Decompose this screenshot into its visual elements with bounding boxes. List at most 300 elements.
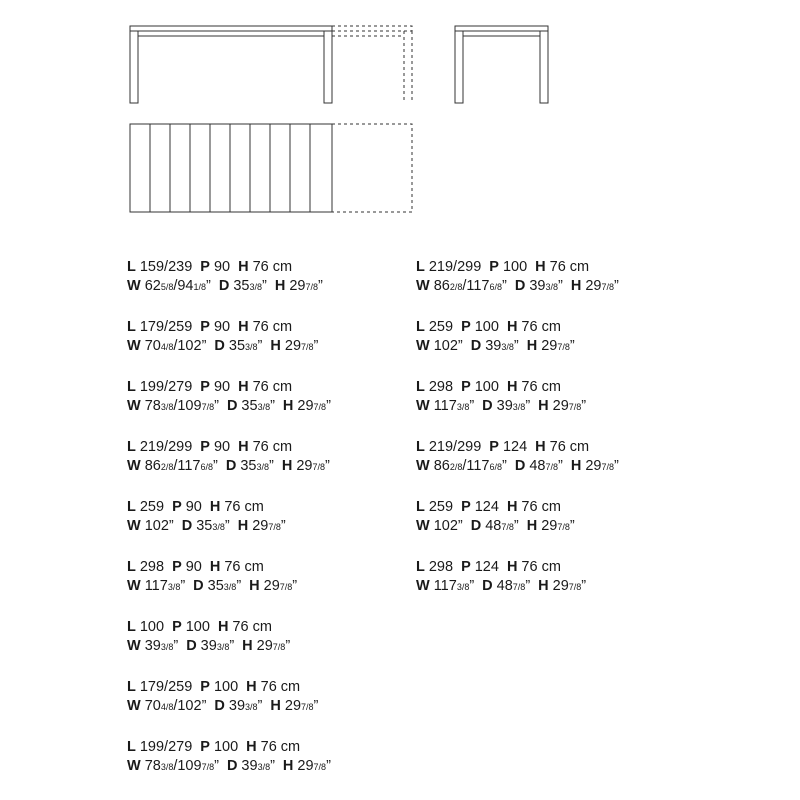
value-whole: ” [469,578,475,594]
spec-imperial-line [127,517,331,537]
dimension-value: 100 [213,739,239,755]
value-fraction: 3/8 [456,402,470,412]
dimension-value [296,458,330,474]
spec-imperial-line [127,577,331,597]
value-whole: ” [502,278,507,294]
dimension-key: D [514,278,526,294]
value-fraction: 7/8 [545,462,558,472]
dimension-key: P [461,319,471,335]
value-whole: ” [180,578,186,594]
value-whole: ” [581,578,587,594]
dimension-key: L [127,619,136,635]
spec-metric-line [127,258,331,277]
value-whole: ” [324,458,330,474]
dimension-value [145,278,211,294]
spec-block [416,558,619,618]
value-whole: ” [214,758,219,774]
dimension-value: 90 [213,379,231,395]
value-whole: 117 [144,578,168,594]
dimension-value: 90 [185,559,202,575]
value-fraction: 3/8 [245,342,258,352]
dimension-key: L [127,319,136,335]
value-whole: 39 [485,338,502,354]
dimension-key: L [416,259,425,275]
spec-metric-line [127,378,331,397]
dimension-key: D [482,578,493,594]
value-fraction: 6/8 [200,462,214,472]
value-whole: ” [270,398,275,414]
value-whole: 29 [289,278,306,294]
spec-imperial-line [127,697,331,717]
dimension-key: H [246,679,257,695]
dimension-key: W [127,458,141,474]
dimension-value: 219/299 [139,439,193,455]
dimension-value: 90 [213,319,231,335]
spec-metric-line [127,618,331,637]
dimension-key: W [416,578,430,594]
dimension-value: 219/299 [428,259,482,275]
spec-block [127,618,331,678]
dimension-value: 100 [474,319,499,335]
value-fraction: 4/8 [160,702,174,712]
value-whole: ” [224,518,230,534]
value-whole: ” [558,278,563,294]
dimension-value: 259 [428,499,454,515]
dimension-value [229,698,263,714]
dimension-value: 76 cm [252,439,293,455]
value-whole: 39 [144,638,161,654]
dimension-value [541,518,575,534]
value-whole: ” [269,458,274,474]
spec-metric-line [127,738,331,757]
dimension-value [264,578,298,594]
dimension-key: H [570,278,582,294]
value-whole: 35 [233,278,250,294]
value-fraction: 7/8 [557,522,570,532]
value-whole: /117 [462,458,490,474]
dimension-value: 219/299 [428,439,482,455]
value-fraction: 3/8 [249,282,263,292]
value-fraction: 7/8 [313,762,327,772]
dimension-key: L [416,319,425,335]
value-whole: 117 [433,398,457,414]
spec-imperial-line [127,397,331,417]
dimension-value: 76 cm [521,559,561,575]
dimension-value [434,518,463,534]
dimension-key: H [238,259,249,275]
value-whole: 102” [144,518,174,534]
dimension-value: 76 cm [521,319,561,335]
value-fraction: 3/8 [501,342,514,352]
spec-block [416,258,619,318]
dimension-key: P [172,559,182,575]
value-whole: ” [613,278,619,294]
dimension-value [485,518,519,534]
dimension-key: D [214,338,225,354]
spec-imperial-line [416,277,619,297]
value-whole: /109 [173,758,202,774]
value-whole: ” [270,758,275,774]
value-whole: /102” [173,338,207,354]
value-fraction: 7/8 [301,342,314,352]
value-fraction: 7/8 [201,402,215,412]
dimension-key: H [535,439,546,455]
value-whole: ” [513,518,519,534]
value-fraction: 7/8 [312,462,325,472]
dimension-value: 259 [428,319,454,335]
spec-block [127,318,331,378]
dimension-key: P [200,679,210,695]
value-whole: ” [326,398,331,414]
value-whole: 48 [496,578,513,594]
dimension-key: L [127,439,136,455]
value-fraction: 3/8 [257,402,271,412]
value-fraction: 7/8 [568,582,582,592]
dimension-value [285,338,319,354]
dimension-key: P [172,619,182,635]
dimension-key: H [238,319,249,335]
dimension-value [285,698,319,714]
dimension-key: D [482,398,493,414]
value-whole: 117 [433,578,457,594]
value-whole: 102” [433,338,463,354]
dimension-key: H [506,319,518,335]
dimension-key: W [127,398,141,414]
dimension-value: 76 cm [260,739,301,755]
value-whole: ” [569,338,575,354]
value-fraction: 7/8 [301,702,314,712]
dimension-value: 100 [474,379,499,395]
value-whole: 35 [240,458,257,474]
spec-block [127,558,331,618]
value-whole: ” [558,458,563,474]
dimension-key: L [127,259,136,275]
dimension-value [201,638,235,654]
spec-imperial-line [127,637,331,657]
value-whole: 35 [207,578,224,594]
spec-metric-line [127,678,331,697]
dimension-value [434,458,507,474]
dimension-value: 298 [428,379,454,395]
dimension-key: W [416,458,430,474]
spec-block [416,378,619,438]
dimension-value [297,758,331,774]
value-whole: 48 [485,518,502,534]
dimension-value [553,398,587,414]
value-fraction: 3/8 [160,402,174,412]
spec-metric-line [416,438,619,457]
dimension-value [233,278,267,294]
value-whole: 35 [228,338,246,354]
dimension-value [257,638,291,654]
value-fraction: 2/8 [449,282,463,292]
value-fraction: 3/8 [512,402,526,412]
spec-metric-line [416,318,619,337]
dimension-key: H [238,439,249,455]
value-whole: 62 [144,278,161,294]
dimension-value [553,578,587,594]
dimension-key: L [127,679,136,695]
value-whole: ” [469,398,475,414]
table-drawings [0,0,800,230]
dimension-value: 179/259 [139,679,193,695]
dimension-key: H [538,398,549,414]
dimension-value: 76 cm [549,259,590,275]
dimension-key: P [200,319,210,335]
dimension-key: D [186,638,197,654]
dimension-value [434,578,474,594]
dimension-key: W [416,518,430,534]
dimension-key: L [416,439,425,455]
dimension-key: P [200,379,210,395]
spec-block [127,738,331,798]
dimension-key: D [214,698,225,714]
dimension-key: L [416,559,425,575]
value-whole: 29 [284,338,302,354]
value-whole: 29 [252,518,269,534]
spec-imperial-line [416,397,619,417]
dimension-key: W [127,278,141,294]
dimension-value [297,398,331,414]
value-whole: ” [502,458,507,474]
dimension-key: H [270,698,281,714]
dimension-value: 76 cm [252,259,293,275]
dimension-key: D [470,338,482,354]
dimension-value: 100 [213,679,239,695]
dimension-value: 76 cm [224,499,264,515]
spec-imperial-line [127,757,331,777]
value-whole: 29 [297,758,314,774]
dimension-value: 298 [139,559,165,575]
value-whole: ” [292,578,298,594]
value-whole: ” [229,638,235,654]
value-whole: 29 [284,698,302,714]
spec-block [127,678,331,738]
dimension-value: 76 cm [260,679,301,695]
value-fraction: 5/8 [160,282,174,292]
dimension-value [541,338,575,354]
value-fraction: 7/8 [601,462,614,472]
value-whole: ” [213,458,218,474]
dimension-value [497,398,531,414]
value-whole: ” [285,638,291,654]
value-fraction: 7/8 [601,282,614,292]
value-fraction: 3/8 [160,762,174,772]
value-fraction: 1/8 [193,282,207,292]
value-whole: 39 [228,698,246,714]
spec-block [416,438,619,498]
dimension-key: L [127,739,136,755]
value-whole: /94 [173,278,194,294]
dimension-value [145,698,207,714]
dimension-key: H [242,638,253,654]
dimension-key: H [209,559,221,575]
dimension-key: D [181,518,193,534]
dimension-key: W [416,338,430,354]
dimension-value [289,278,323,294]
spec-metric-line [127,558,331,577]
value-fraction: 3/8 [223,582,237,592]
dimension-value: 124 [474,499,499,515]
spec-imperial-line [127,337,331,357]
value-fraction: 7/8 [201,762,215,772]
spec-block [127,438,331,498]
dimension-key: W [127,338,141,354]
value-whole: /109 [173,398,202,414]
dimension-key: P [489,439,499,455]
dimension-value [585,278,619,294]
value-whole: ” [326,758,331,774]
value-fraction: 3/8 [256,462,269,472]
dimension-key: H [506,559,518,575]
spec-metric-line [416,258,619,277]
value-fraction: 3/8 [167,582,181,592]
dimension-key: P [200,439,210,455]
value-fraction: 3/8 [257,762,271,772]
spec-block [127,378,331,438]
value-fraction: 7/8 [568,402,582,412]
value-fraction: 7/8 [305,282,318,292]
dimension-value [497,578,531,594]
dimension-key: H [538,578,549,594]
value-whole: ” [257,698,263,714]
dimension-value [145,638,179,654]
dimension-value: 124 [474,559,499,575]
dimension-key: D [225,458,237,474]
value-whole: ” [262,278,267,294]
dimension-value: 259 [139,499,165,515]
value-whole: ” [525,398,531,414]
dimension-value: 76 cm [232,619,272,635]
dimension-value [145,458,218,474]
dimension-key: P [461,499,471,515]
dimension-value: 76 cm [252,319,293,335]
value-whole: 29 [297,398,314,414]
value-whole: ” [525,578,531,594]
value-fraction: 2/8 [449,462,463,472]
value-whole: 29 [256,638,273,654]
dimension-value [485,338,519,354]
value-whole: 78 [144,758,161,774]
dimension-value [208,578,242,594]
dimension-key: H [274,278,286,294]
value-whole: ” [613,458,619,474]
value-whole: ” [206,278,211,294]
value-whole: 29 [552,398,569,414]
spec-imperial-line [127,277,331,297]
dimension-key: L [416,379,425,395]
value-fraction: 4/8 [160,342,174,352]
value-whole: ” [318,278,323,294]
spec-block [127,498,331,558]
value-whole: /117 [462,278,490,294]
dimension-key: P [200,259,210,275]
dimension-key: H [506,379,518,395]
dimension-value: 199/279 [139,379,193,395]
value-fraction: 7/8 [512,582,526,592]
dimension-key: W [127,638,141,654]
dimension-value: 298 [428,559,454,575]
spec-imperial-line [127,457,331,477]
value-whole: ” [173,638,179,654]
dimension-value: 124 [502,439,528,455]
dimension-value: 90 [213,259,231,275]
value-whole: ” [257,338,263,354]
value-whole: 86 [144,458,161,474]
value-whole: ” [313,698,319,714]
dimension-key: L [127,559,136,575]
dimension-key: P [461,559,471,575]
table-top-plan-with-extension-leaves [130,124,412,212]
dimension-value: 90 [213,439,231,455]
dimension-key: H [217,619,229,635]
dimension-key: H [526,518,538,534]
value-whole: 48 [529,458,546,474]
value-fraction: 7/8 [279,582,293,592]
dimension-key: H [526,338,538,354]
value-whole: 39 [529,278,546,294]
dimension-value: 100 [185,619,210,635]
value-whole: 29 [585,458,602,474]
dimension-key: L [416,499,425,515]
dimension-value [145,518,174,534]
dimension-key: W [127,578,141,594]
spec-metric-line [416,558,619,577]
dimension-key: W [127,758,141,774]
value-fraction: 7/8 [557,342,570,352]
spec-metric-line [416,498,619,517]
value-whole: /102” [173,698,207,714]
dimension-value [196,518,230,534]
value-fraction: 3/8 [456,582,470,592]
dimension-key: P [200,739,210,755]
dimension-key: W [127,518,141,534]
dimension-key: H [281,458,293,474]
dimension-key: H [237,518,249,534]
value-fraction: 6/8 [489,462,503,472]
value-whole: 86 [433,278,450,294]
dimension-key: H [535,259,546,275]
value-fraction: 7/8 [501,522,514,532]
value-whole: 102” [433,518,463,534]
value-whole: ” [569,518,575,534]
dimension-value: 76 cm [549,439,590,455]
dimension-value: 76 cm [521,499,561,515]
dimension-value [145,578,185,594]
value-whole: 29 [552,578,569,594]
dimension-key: H [282,398,294,414]
dimension-key: P [172,499,182,515]
value-whole: 39 [496,398,513,414]
dimension-key: H [270,338,281,354]
dimension-key: D [470,518,482,534]
dimension-value [529,278,563,294]
dimension-key: P [461,379,471,395]
dimension-value: 159/239 [139,259,193,275]
spec-block [127,258,331,318]
dimension-key: W [416,398,430,414]
dimension-value [145,398,219,414]
value-whole: 29 [263,578,280,594]
dimension-value: 76 cm [252,379,293,395]
value-whole: ” [581,398,587,414]
dimension-key: L [127,499,136,515]
dimension-value: 76 cm [224,559,264,575]
value-whole: 29 [296,458,313,474]
value-fraction: 7/8 [268,522,281,532]
value-whole: ” [513,338,519,354]
spec-column-left [127,258,331,798]
